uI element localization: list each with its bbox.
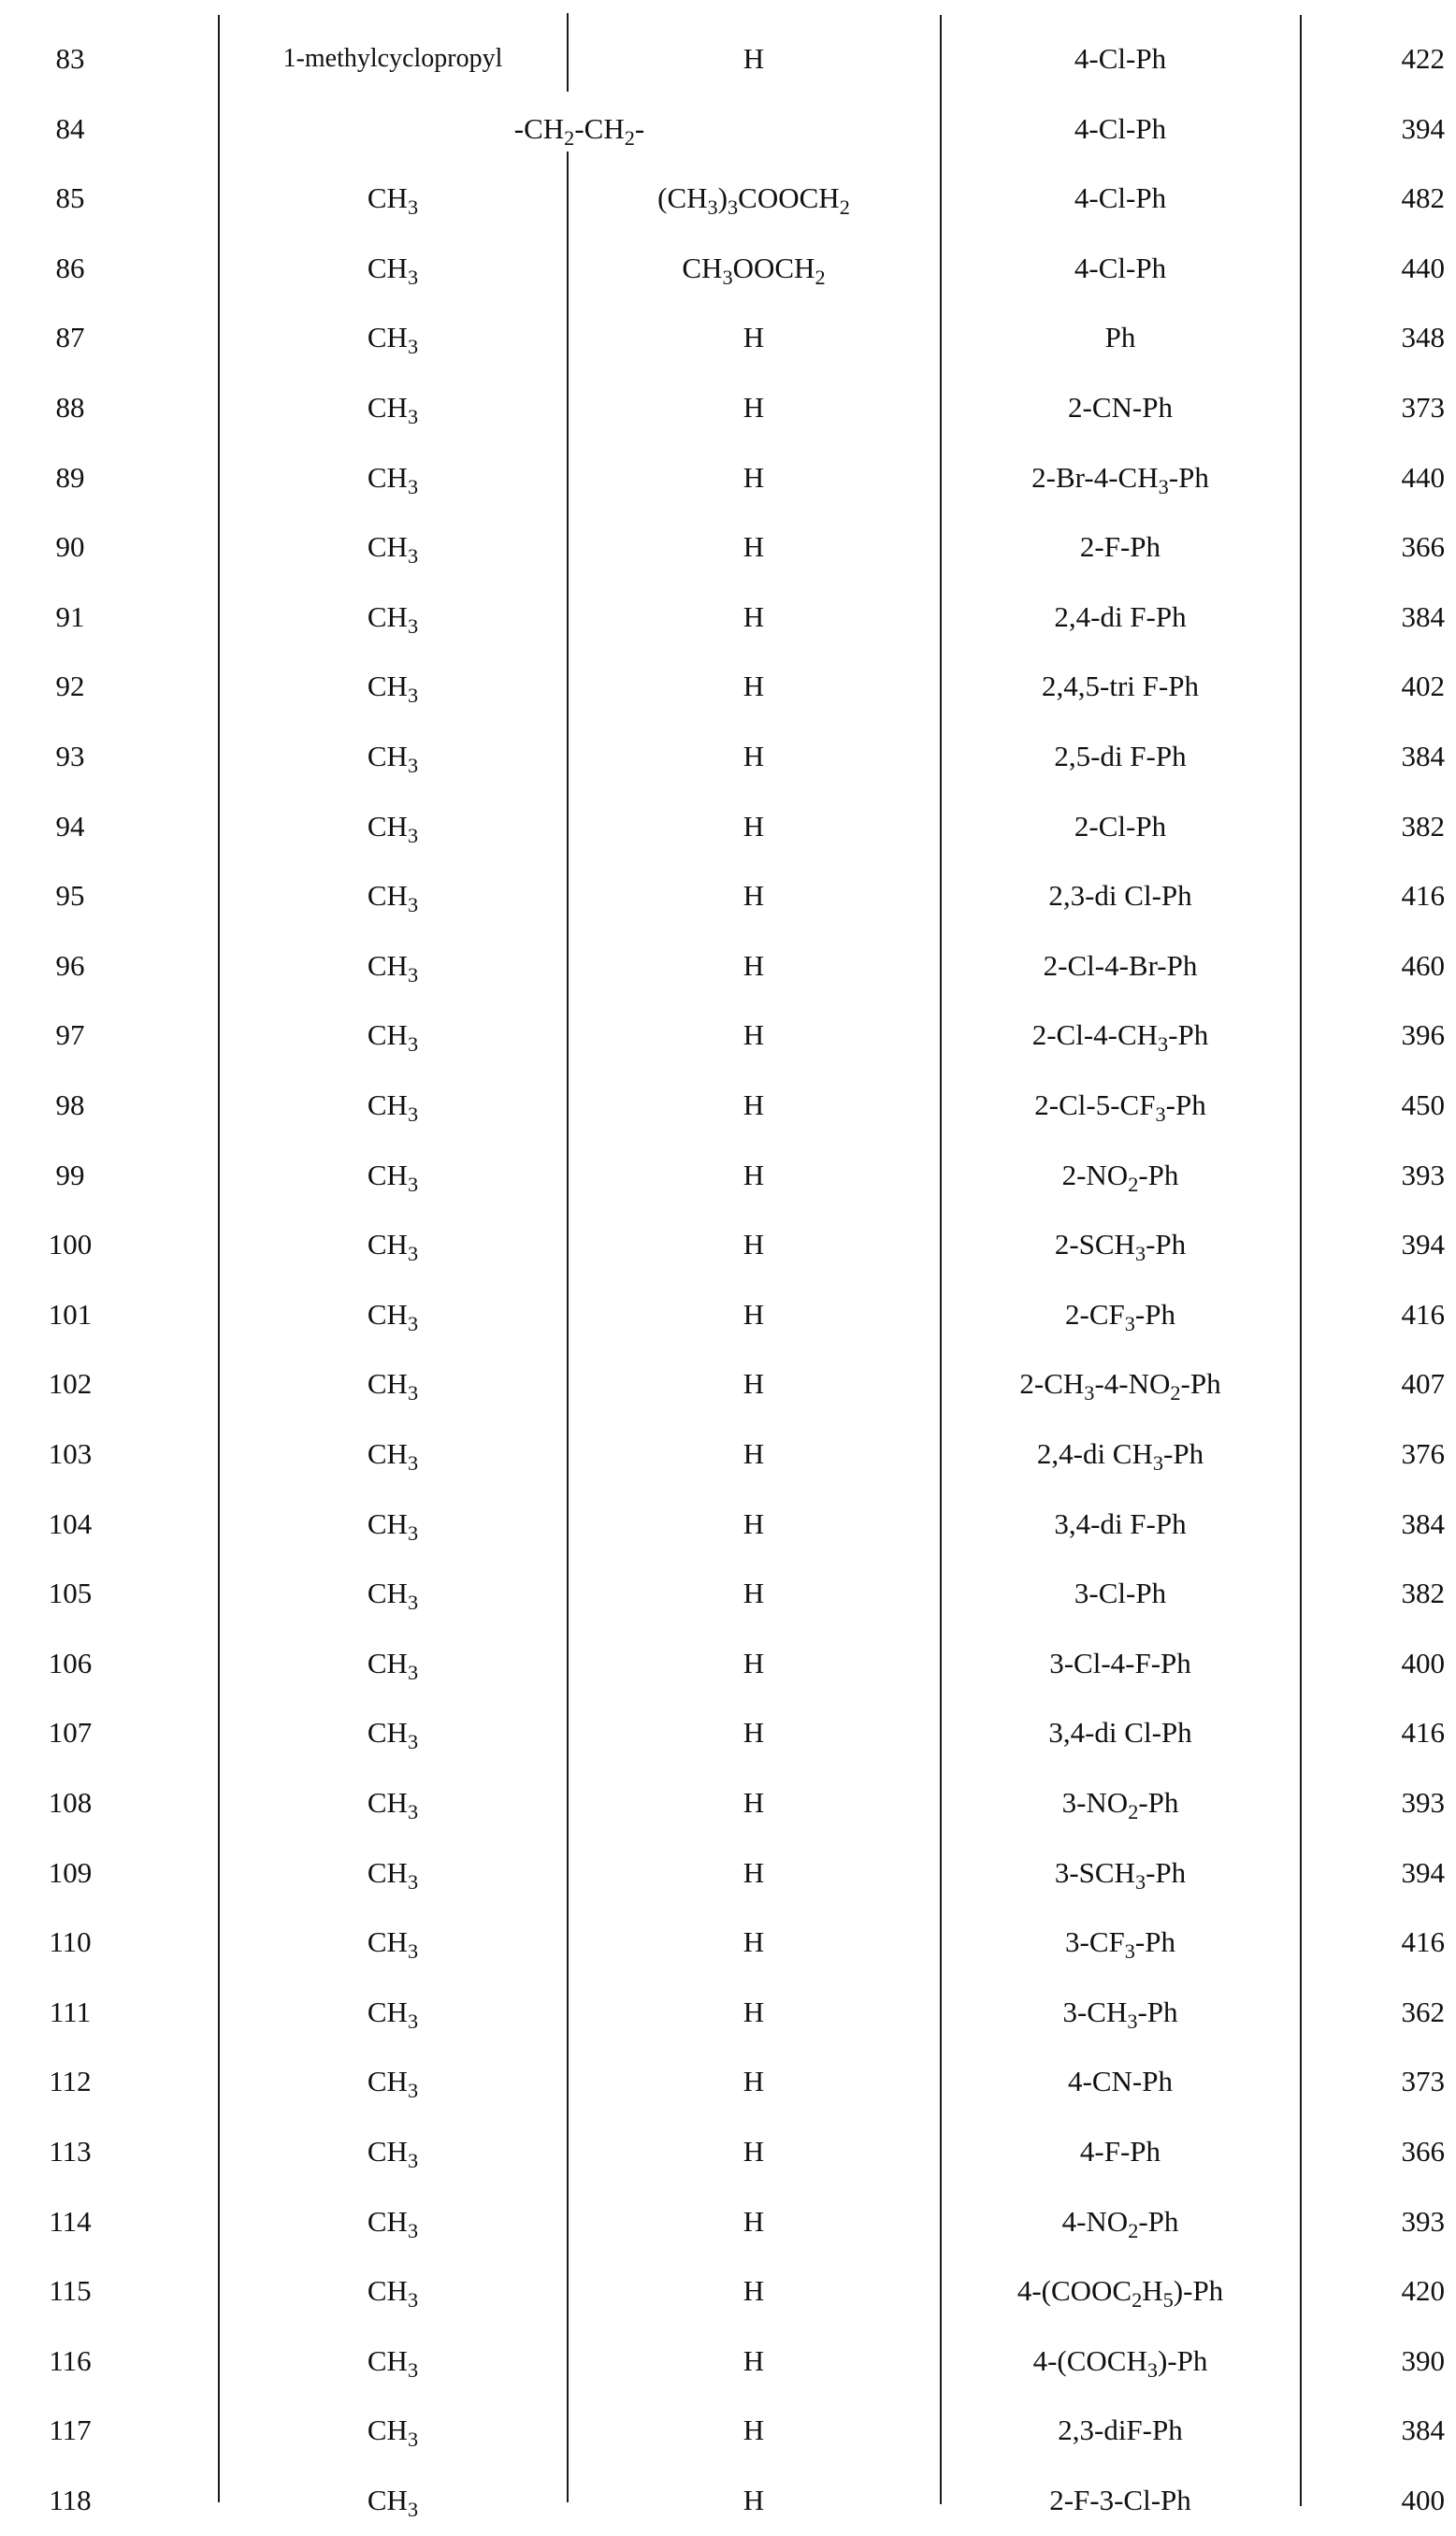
r2-cell: H — [742, 1855, 765, 1889]
r2-cell: H — [742, 2135, 765, 2168]
aryl-cell: 2,3-di Cl-Ph — [1048, 879, 1192, 913]
r1-cell: $CH_3$ — [367, 1228, 419, 1266]
molecular-weight-cell: 348 — [1401, 321, 1445, 354]
molecular-weight-cell: 420 — [1401, 2274, 1445, 2308]
aryl-cell: $2-CF_3-Ph$ — [1065, 1297, 1175, 1335]
r2-cell: H — [742, 1786, 765, 1819]
table-row — [0, 1698, 1456, 1768]
table-row — [0, 1838, 1456, 1909]
molecular-weight-cell: 394 — [1401, 1855, 1445, 1889]
molecular-weight-cell: 460 — [1401, 948, 1445, 982]
r1-cell: $CH_3$ — [367, 1786, 419, 1824]
molecular-weight-cell: 382 — [1401, 1577, 1445, 1610]
aryl-cell: 3,4-di Cl-Ph — [1048, 1716, 1192, 1750]
aryl-cell: 4-Cl-Ph — [1074, 251, 1167, 284]
aryl-cell: $4-(COCH_3)-Ph$ — [1032, 2343, 1208, 2382]
table-row — [0, 2047, 1456, 2117]
molecular-weight-cell: 440 — [1401, 460, 1445, 494]
compound-number: 106 — [48, 1646, 93, 1679]
r1-cell: $CH_3$ — [367, 251, 419, 289]
table-row — [0, 2327, 1456, 2397]
aryl-cell: 4-CN-Ph — [1068, 2065, 1173, 2098]
r1-cell: $CH_3$ — [367, 1297, 419, 1335]
r1-cell: 1-methylcyclopropyl — [282, 44, 503, 73]
compound-number: 115 — [49, 2274, 92, 2308]
aryl-cell: $2-Cl-4-CH_3-Ph$ — [1031, 1018, 1209, 1057]
table-row — [0, 512, 1456, 583]
table-row — [0, 164, 1456, 234]
r2-cell: H — [742, 42, 765, 75]
molecular-weight-cell: 376 — [1401, 1437, 1445, 1470]
r1-cell: $CH_3$ — [367, 740, 419, 778]
table-row — [0, 1001, 1456, 1071]
compound-number: 86 — [55, 251, 85, 284]
table-row — [0, 652, 1456, 722]
compound-number: 99 — [55, 1158, 85, 1191]
r1-cell: $CH_3$ — [367, 2343, 419, 2382]
r1-cell: $CH_3$ — [367, 670, 419, 708]
molecular-weight-cell: 393 — [1401, 1786, 1445, 1819]
aryl-cell: $3-NO_2-Ph$ — [1061, 1786, 1179, 1824]
r1-cell: $CH_3$ — [367, 1367, 419, 1405]
r2-cell: H — [742, 1437, 765, 1470]
r1-cell: $CH_3$ — [367, 460, 419, 498]
molecular-weight-cell: 394 — [1401, 111, 1445, 145]
r2-cell: H — [742, 2343, 765, 2377]
compound-number: 98 — [55, 1088, 85, 1121]
r1-cell: $CH_3$ — [367, 1088, 419, 1127]
r2-cell: H — [742, 460, 765, 494]
compound-number: 89 — [55, 460, 85, 494]
aryl-cell: 2,4-di $CH_3-Ph$ — [1036, 1437, 1204, 1476]
compound-number: 97 — [55, 1018, 85, 1052]
r2-cell: H — [742, 2274, 765, 2308]
compound-number: 88 — [55, 391, 85, 424]
molecular-weight-cell: 422 — [1401, 42, 1445, 75]
r2-cell: H — [742, 670, 765, 703]
molecular-weight-cell: 366 — [1401, 2135, 1445, 2168]
compound-number: 92 — [55, 670, 85, 703]
r2-cell: H — [742, 1646, 765, 1679]
r2-cell: H — [742, 321, 765, 354]
r1-cell: $CH_3$ — [367, 2484, 419, 2522]
molecular-weight-cell: 416 — [1401, 1716, 1445, 1750]
molecular-weight-cell: 416 — [1401, 1297, 1445, 1331]
table-row — [0, 94, 1456, 165]
table-row — [0, 1978, 1456, 2048]
r1-cell: $CH_3$ — [367, 1925, 419, 1964]
compound-number: 103 — [48, 1437, 93, 1470]
table-row — [0, 2117, 1456, 2187]
molecular-weight-cell: 393 — [1401, 2204, 1445, 2238]
compound-number: 87 — [55, 321, 85, 354]
aryl-cell: $2-Cl-5-CF_3-Ph$ — [1034, 1088, 1206, 1127]
r2-cell: H — [742, 2204, 765, 2238]
r2-cell: H — [742, 2065, 765, 2098]
r2-cell: $CH_3OOCH_2$ — [682, 251, 826, 289]
aryl-cell: 4-Cl-Ph — [1074, 111, 1167, 145]
aryl-cell: 2,4-di F-Ph — [1054, 599, 1187, 633]
table-row — [0, 1559, 1456, 1629]
aryl-cell: $2-Br-4-CH_3-Ph$ — [1031, 460, 1209, 498]
compound-number: 109 — [48, 1855, 93, 1889]
r1-cell: $CH_3$ — [367, 948, 419, 987]
r1-cell: $CH_3$ — [367, 2135, 419, 2173]
aryl-cell: 3,4-di F-Ph — [1054, 1506, 1187, 1540]
compound-number: 85 — [55, 181, 85, 215]
molecular-weight-cell: 400 — [1401, 2484, 1445, 2516]
r1-cell: $CH_3$ — [367, 1646, 419, 1684]
aryl-cell: Ph — [1104, 321, 1136, 354]
aryl-cell: 2-Cl-4-Br-Ph — [1043, 948, 1198, 982]
r1-cell: $CH_3$ — [367, 1577, 419, 1615]
aryl-cell: 2-F-Ph — [1079, 530, 1161, 564]
aryl-cell: $3-SCH_3-Ph$ — [1054, 1855, 1187, 1894]
molecular-weight-cell: 384 — [1401, 599, 1445, 633]
aryl-cell: $4-(COOC_2H_5)-Ph$ — [1016, 2274, 1224, 2313]
molecular-weight-cell: 390 — [1401, 2343, 1445, 2377]
r1-cell: $CH_3$ — [367, 321, 419, 359]
molecular-weight-cell: 393 — [1401, 1158, 1445, 1191]
r2-cell: H — [742, 1995, 765, 2028]
r2-cell: H — [742, 948, 765, 982]
compound-number: 96 — [55, 948, 85, 982]
molecular-weight-cell: 373 — [1401, 2065, 1445, 2098]
table-row — [0, 1490, 1456, 1560]
table-row — [0, 1349, 1456, 1419]
r1-r2-merged-cell: $-CH_2-CH_2-$ — [513, 111, 645, 150]
compound-number: 112 — [49, 2065, 92, 2098]
r1-cell: $CH_3$ — [367, 1855, 419, 1894]
aryl-cell: $3-CF_3-Ph$ — [1065, 1925, 1175, 1964]
r1-cell: $CH_3$ — [367, 2065, 419, 2103]
aryl-cell: $2-CH_3-4-NO_2-Ph$ — [1019, 1367, 1221, 1405]
r2-cell: H — [742, 1228, 765, 1261]
molecular-weight-cell: 394 — [1401, 1228, 1445, 1261]
r2-cell: H — [742, 1716, 765, 1750]
table-row — [0, 2466, 1456, 2536]
compound-number: 84 — [55, 111, 85, 145]
compound-number: 90 — [55, 530, 85, 564]
r1-cell: $CH_3$ — [367, 1437, 419, 1476]
r2-cell: H — [742, 1577, 765, 1610]
r2-cell: $(CH_3)_3COOCH_2$ — [657, 181, 850, 220]
r2-cell: H — [742, 879, 765, 913]
compound-number: 105 — [48, 1577, 93, 1610]
r2-cell: H — [742, 1367, 765, 1401]
r2-cell: H — [742, 391, 765, 424]
compound-number: 91 — [55, 599, 85, 633]
molecular-weight-cell: 373 — [1401, 391, 1445, 424]
molecular-weight-cell: 384 — [1401, 740, 1445, 772]
table-row — [0, 1629, 1456, 1699]
r1-cell: $CH_3$ — [367, 181, 419, 220]
compound-number: 102 — [48, 1367, 93, 1401]
r1-cell: $CH_3$ — [367, 1018, 419, 1057]
r1-cell: $CH_3$ — [367, 1158, 419, 1196]
molecular-weight-cell: 362 — [1401, 1995, 1445, 2028]
r2-cell: H — [742, 1088, 765, 1121]
molecular-weight-cell: 407 — [1401, 1367, 1445, 1401]
table-row — [0, 861, 1456, 931]
compound-number: 111 — [49, 1995, 92, 2028]
r1-cell: $CH_3$ — [367, 2274, 419, 2313]
molecular-weight-cell: 384 — [1401, 2414, 1445, 2447]
aryl-cell: 2,3-diF-Ph — [1058, 2414, 1183, 2447]
r2-cell: H — [742, 1018, 765, 1052]
r1-cell: $CH_3$ — [367, 391, 419, 429]
table-row — [0, 1908, 1456, 1978]
table-row — [0, 2256, 1456, 2327]
molecular-weight-cell: 366 — [1401, 530, 1445, 564]
compound-number: 83 — [55, 42, 85, 75]
r1-cell: $CH_3$ — [367, 530, 419, 569]
r2-cell: H — [742, 2484, 765, 2516]
compound-number: 116 — [49, 2343, 92, 2377]
molecular-weight-cell: 450 — [1401, 1088, 1445, 1121]
r2-cell: H — [742, 1506, 765, 1540]
r2-cell: H — [742, 530, 765, 564]
molecular-weight-cell: 482 — [1401, 181, 1445, 215]
molecular-weight-cell: 384 — [1401, 1506, 1445, 1540]
r2-cell: H — [742, 809, 765, 843]
r1-cell: $CH_3$ — [367, 1506, 419, 1545]
molecular-weight-cell: 400 — [1401, 1646, 1445, 1679]
aryl-cell: $2-SCH_3-Ph$ — [1054, 1228, 1187, 1266]
aryl-cell: 2,5-di F-Ph — [1054, 740, 1187, 772]
r2-cell: H — [742, 740, 765, 772]
r2-cell: H — [742, 2414, 765, 2447]
molecular-weight-cell: 416 — [1401, 1925, 1445, 1959]
table-row — [0, 1768, 1456, 1838]
aryl-cell: 3-Cl-Ph — [1074, 1577, 1167, 1610]
compound-number: 93 — [55, 740, 85, 772]
compound-number: 95 — [55, 879, 85, 913]
aryl-cell: $2-NO_2-Ph$ — [1061, 1158, 1179, 1196]
aryl-cell: 2-F-3-Cl-Ph — [1049, 2484, 1191, 2516]
r1-cell: $CH_3$ — [367, 809, 419, 847]
aryl-cell: 4-F-Ph — [1079, 2135, 1161, 2168]
compound-number: 100 — [48, 1228, 93, 1261]
table-row — [0, 722, 1456, 792]
molecular-weight-cell: 396 — [1401, 1018, 1445, 1052]
table-row — [0, 2396, 1456, 2466]
table-row — [0, 1210, 1456, 1280]
table-row — [0, 931, 1456, 1001]
table-row — [0, 1280, 1456, 1350]
compound-number: 104 — [48, 1506, 93, 1540]
aryl-cell: 3-Cl-4-F-Ph — [1049, 1646, 1191, 1679]
aryl-cell: 4-Cl-Ph — [1074, 181, 1167, 215]
aryl-cell: 2,4,5-tri F-Ph — [1042, 670, 1199, 703]
table-row — [0, 1419, 1456, 1490]
r2-cell: H — [742, 1297, 765, 1331]
compound-number: 110 — [49, 1925, 92, 1959]
table-row — [0, 303, 1456, 373]
molecular-weight-cell: 416 — [1401, 879, 1445, 913]
table-row — [0, 1071, 1456, 1141]
r2-cell: H — [742, 599, 765, 633]
aryl-cell: 2-CN-Ph — [1068, 391, 1173, 424]
compound-number: 101 — [48, 1297, 93, 1331]
r1-cell: $CH_3$ — [367, 599, 419, 638]
molecular-weight-cell: 440 — [1401, 251, 1445, 284]
r1-cell: $CH_3$ — [367, 1995, 419, 2033]
r1-cell: $CH_3$ — [367, 2414, 419, 2452]
compound-number: 108 — [48, 1786, 93, 1819]
table-row — [0, 234, 1456, 304]
aryl-cell: $3-CH_3-Ph$ — [1062, 1995, 1178, 2033]
table-row — [0, 1141, 1456, 1211]
aryl-cell: 4-Cl-Ph — [1074, 42, 1167, 75]
r2-cell: H — [742, 1925, 765, 1959]
compound-number: 113 — [49, 2135, 92, 2168]
r1-cell: $CH_3$ — [367, 879, 419, 917]
compound-number: 114 — [49, 2204, 92, 2238]
table-row — [0, 583, 1456, 653]
table-row — [0, 373, 1456, 443]
molecular-weight-cell: 402 — [1401, 670, 1445, 703]
table-row — [0, 792, 1456, 862]
aryl-cell: 2-Cl-Ph — [1074, 809, 1167, 843]
r1-cell: $CH_3$ — [367, 1716, 419, 1754]
compound-number: 94 — [55, 809, 85, 843]
table-row — [0, 24, 1456, 94]
table-row — [0, 2187, 1456, 2257]
r2-cell: H — [742, 1158, 765, 1191]
compound-number: 107 — [48, 1716, 93, 1750]
aryl-cell: $4-NO_2-Ph$ — [1061, 2204, 1179, 2242]
r1-cell: $CH_3$ — [367, 2204, 419, 2242]
compound-number: 118 — [49, 2484, 92, 2516]
molecular-weight-cell: 382 — [1401, 809, 1445, 843]
table-row — [0, 443, 1456, 513]
compound-number: 117 — [49, 2414, 92, 2447]
